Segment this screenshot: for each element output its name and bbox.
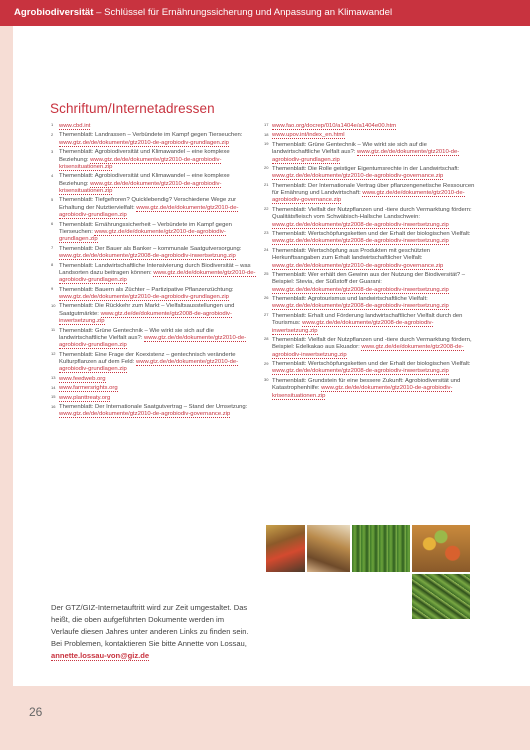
page-number: 26 (29, 705, 43, 719)
reference-text: Themenblatt: Die Rolle geistiger Eigentumsrechte in der Landwirtschaft: (272, 166, 460, 172)
header-title-bold: Agrobiodiversität (14, 7, 94, 18)
reference-text: Themenblatt: Wertschöpfung aus Produkten mit geschützten Herkunftsangaben zum Erhalt landwirtschaftlicher Vielfalt: (272, 247, 431, 262)
reference-link[interactable]: www.gtz.de/de/dokumente/gtz2008-de-agrobiodiv-inwertsetzung.zip (272, 238, 449, 245)
reference-item (51, 246, 258, 261)
reference-link[interactable]: www.gtz.de/de/dokumente/gtz2008-de-agrobiodiv-inwertsetzung.zip (59, 253, 236, 260)
reference-link[interactable]: www.gtz.de/de/dokumente/gtz2010-de-agrobiodiv-governance.zip (272, 173, 444, 180)
reference-item (51, 404, 258, 419)
reference-item (51, 173, 258, 195)
reference-item (51, 123, 258, 130)
reference-number: 6 (51, 221, 54, 226)
reference-number: 29 (264, 360, 269, 366)
reference-item (51, 149, 258, 171)
reference-item (51, 222, 258, 244)
reference-text: Themenblatt: Ernährungssicherheit – Verbündete im Kampf gegen Tierseuchen: (59, 221, 232, 235)
reference-item (51, 395, 258, 402)
reference-number: 14 (51, 384, 56, 390)
reference-number: 4 (51, 172, 54, 178)
reference-link[interactable]: www.gtz.de/de/dokumente/gtz2008-de-agrobiodiv-inwertsetzung.zip (272, 344, 464, 358)
reference-item (264, 142, 476, 164)
reference-number: 16 (51, 403, 56, 409)
section-heading: Schriftum/Internetadressen (50, 101, 215, 116)
reference-link[interactable]: www.gtz.de/de/dokumente/gtz2010-de-agrobiodiv-grundlagen.zip (59, 269, 256, 284)
reference-link[interactable]: www.gtz.de/de/dokumente/gtz2008-de-agrobiodiv-inwertsetzung.zip (272, 286, 449, 293)
reference-item (264, 183, 476, 205)
reference-item (264, 166, 476, 181)
reference-link[interactable]: www.upov.int/index_en.html (272, 132, 345, 139)
reference-item (51, 303, 258, 325)
reference-item (51, 197, 258, 219)
reference-number: 25 (264, 271, 269, 277)
reference-item (51, 376, 258, 383)
reference-text: Themenblatt: Grüne Gentechnik – Wie wirkt sie sich auf die landwirtschaftliche Vielfalt aus?: (59, 327, 214, 341)
reference-item (264, 272, 476, 294)
reference-link[interactable]: www.gtz.de/de/dokumente/gtz2010-de-agrobiodiv-governance.zip (59, 411, 231, 418)
reference-link[interactable]: www.gtz.de/de/dokumente/gtz2010-de-agrobiodiv-grundlagen.zip (272, 149, 460, 163)
reference-text: Themenblatt: Agrobiodiversität und Klimawandel – eine komplexe Beziehung: (59, 173, 230, 187)
reference-number: 19 (264, 141, 269, 147)
vegetables-photo (412, 574, 470, 619)
reference-item (264, 296, 476, 311)
reference-link[interactable]: www.gtz.de/de/dokumente/gtz2010-de-agrobiodiv-grundlagen.zip (59, 334, 247, 349)
reference-text: Themenblatt: Bauern als Züchter – Partizipative Pflanzenzüchtung: (59, 286, 234, 293)
reference-number: 9 (51, 286, 54, 292)
reference-item (264, 248, 476, 270)
reference-number: 8 (51, 261, 54, 267)
reference-number: 17 (264, 122, 269, 128)
reference-number: 26 (264, 295, 269, 301)
reference-number: 12 (51, 351, 56, 357)
reference-text: Themenblatt: Grüne Gentechnik – Wie wirkt sie sich auf die landwirtschaftliche Vielfalt aus?: (272, 141, 427, 156)
reference-item (264, 132, 476, 139)
reference-link[interactable]: www.gtz.de/de/dokumente/gtz2010-de-agrobiodiv-grundlagen.zip (59, 139, 229, 146)
reference-link[interactable]: www.cbd.int (59, 123, 91, 129)
reference-link[interactable]: www.fao.org/docrep/010/a1404e/a1404e00.htm (272, 123, 397, 129)
photo-collage (266, 525, 470, 619)
reference-link[interactable]: www.gtz.de/de/dokumente/gtz2008-de-agrobiodiv-inwertsetzung.zip (272, 320, 434, 334)
reference-item (51, 328, 258, 350)
reference-text: Themenblatt: Eine Frage der Koexistenz – gentechnisch veränderte Kulturpflanzen auf dem Feld: (59, 351, 236, 365)
reference-number: 23 (264, 230, 269, 236)
contact-email-link[interactable]: annette.lossau-von@giz.de (51, 651, 150, 661)
reference-item (51, 352, 258, 374)
footer-band (0, 686, 530, 750)
reference-text: Themenblatt: Der Internationale Saatgutvertrag – Stand der Umsetzung: (59, 404, 248, 411)
reference-item (264, 123, 476, 130)
reference-number: 24 (264, 247, 269, 253)
reference-number: 11 (51, 326, 56, 332)
reference-item (264, 207, 476, 229)
reference-text: Themenblatt: Der Bauer als Banker – kommunale Saatgutversorgung: (59, 245, 242, 252)
reference-link[interactable]: www.gtz.de/de/dokumente/gtz2008-de-agrobiodiv-inwertsetzung.zip (272, 303, 449, 310)
reference-link[interactable]: www.gtz.de/de/dokumente/gtz2008-de-agrobiodiv-inwertsetzung.zip (272, 368, 449, 375)
reference-text: Themenblatt: Vielfalt der Nutzpflanzen und -tiere durch Vermarktung fördern, Beispiel: Edelkakao aus Ekuador: (272, 336, 472, 351)
market-stall-photo (307, 525, 350, 572)
reference-text: Themenblatt: Die Rückkehr zum Markt – Vielfaltsausstellungen und Saatgutmärkte: (59, 303, 235, 317)
reference-text: Themenblatt: Vielfalt der Nutzpflanzen und -tiere durch Vermarktung fördern: Qualitätsfleisch vom Schwäbisch-Hallsche Landschwein: (272, 206, 472, 221)
reference-number: 2 (51, 131, 54, 137)
reference-text: Themenblatt: Grundstein für eine bessere Zukunft: Agrobiodiversität und Katastrophenhilfe: (272, 377, 461, 392)
reference-text: Themenblatt: Landwirtschaftliche Intensivierung durch Biodiversität – was Landsorten dazu beitragen können: (59, 262, 251, 276)
reference-number: 10 (51, 302, 56, 308)
reference-text: Themenblatt: Tiefgefroren? Quicklebendig? Verschiedene Wege zur Erhaltung der Nutztiervielfalt: (59, 197, 237, 211)
header-title (0, 0, 530, 26)
reference-link[interactable]: www.gtz.de/de/dokumente/gtz2010-de-agrobiodiv-grundlagen.zip (59, 228, 226, 243)
reference-number: 15 (51, 394, 56, 400)
reference-number: 21 (264, 182, 269, 188)
reference-item (264, 337, 476, 359)
references-right-column (264, 123, 476, 402)
reference-number: 18 (264, 131, 269, 137)
reference-number: 3 (51, 148, 54, 154)
reference-number: 7 (51, 245, 54, 251)
reference-text: Themenblatt: Agrobiodiversität und Klimawandel – eine komplexe Beziehung: (59, 149, 230, 163)
reference-link[interactable]: www.feedweb.org (59, 375, 106, 382)
reference-item (51, 263, 258, 285)
reference-link[interactable]: www.gtz.de/de/dokumente/gtz2010-de-agrobiodiv-krisensituationen.zip (59, 156, 222, 170)
reference-item (264, 378, 476, 400)
reference-link[interactable]: www.planttreaty.org (59, 394, 111, 401)
produce-display-photo (412, 525, 470, 572)
reference-link[interactable]: www.gtz.de/de/dokumente/gtz2010-de-agrobiodiv-governance.zip (272, 262, 444, 269)
left-margin-strip (0, 26, 13, 686)
reference-text: Themenblatt: Wertschöpfungsketten und der Erhalt der biologischen Vielfalt: (272, 361, 471, 368)
notice-text: Der GTZ/GIZ-Internetauftritt wird zur Zeit umgestaltet. Das heißt, die oben aufgeführten Dokumente werden im Verlaufe diesen Jahres unter anderen Links zu finden sein. Bei Problemen, kontaktieren Sie bitte Annette von Lossau, (51, 603, 249, 649)
market-people-photo (266, 525, 305, 572)
reference-text: Themenblatt: Wer erhält den Gewinn aus der Nutzung der Biodiversität? – Beispiel: Stevia, der Süßstoff der Guarani: (272, 271, 466, 286)
reference-item (51, 287, 258, 302)
reference-item (51, 385, 258, 392)
header-title-rest: – Schlüssel für Ernährungssicherung und Anpassung an Klimawandel (93, 7, 393, 18)
reference-number: 28 (264, 336, 269, 342)
reference-link[interactable]: www.gtz.de/de/dokumente/gtz2010-de-agrobiodiv-grundlagen.zip (59, 359, 239, 373)
reference-text: Themenblatt: Wertschöpfungsketten und der Erhalt der biologischen Vielfalt: (272, 231, 471, 238)
reference-number: 1 (51, 122, 54, 128)
reference-link[interactable]: www.gtz.de/de/dokumente/gtz2010-de-agrobiodiv-krisensituationen.zip (272, 385, 453, 399)
reference-number: 5 (51, 196, 54, 202)
reference-number: 13 (51, 375, 56, 381)
header-bar (0, 0, 530, 26)
website-notice (51, 602, 251, 662)
reference-link[interactable]: www.gtz.de/de/dokumente/gtz2010-de-agrobiodiv-krisensituationen.zip (59, 180, 222, 195)
reference-text: Themenblatt: Landrassen – Verbündete im Kampf gegen Tierseuchen: (59, 132, 243, 139)
reference-text: Themenblatt: Der Internationale Vertrag über pflanzengenetische Ressourcen für Ernährung und Landwirtschaft: (272, 182, 475, 197)
reference-number: 27 (264, 312, 269, 318)
reference-number: 30 (264, 377, 269, 383)
reference-number: 20 (264, 165, 269, 171)
reference-text: Themenblatt: Agrotourismus und landwirtschaftliche Vielfalt: (272, 296, 428, 303)
reference-link[interactable]: www.gtz.de/de/dokumente/gtz2008-de-agrobiodiv-inwertsetzung.zip (272, 221, 449, 228)
reference-link[interactable]: www.farmersrights.org (59, 385, 118, 392)
reference-item (51, 132, 258, 147)
reference-link[interactable]: www.gtz.de/de/dokumente/gtz2010-de-agrobiodiv-grundlagen.zip (59, 293, 229, 300)
crop-field-photo (352, 525, 410, 572)
references-left-column (51, 123, 258, 421)
reference-item (264, 361, 476, 376)
reference-text: Themenblatt: Erhalt und Förderung landwirtschaftlicher Vielfalt durch den Tourismus: (272, 312, 463, 327)
reference-link[interactable]: www.gtz.de/de/dokumente/gtz2010-de-agrobiodiv-grundlagen.zip (59, 204, 239, 219)
reference-link[interactable]: www.gtz.de/de/dokumente/gtz2010-de-agrobiodiv-governance.zip (272, 190, 465, 204)
reference-number: 22 (264, 206, 269, 212)
reference-item (264, 231, 476, 246)
reference-item (264, 313, 476, 335)
reference-link[interactable]: www.gtz.de/de/dokumente/gtz2008-de-agrobiodiv-inwertsetzung.zip (59, 310, 232, 325)
